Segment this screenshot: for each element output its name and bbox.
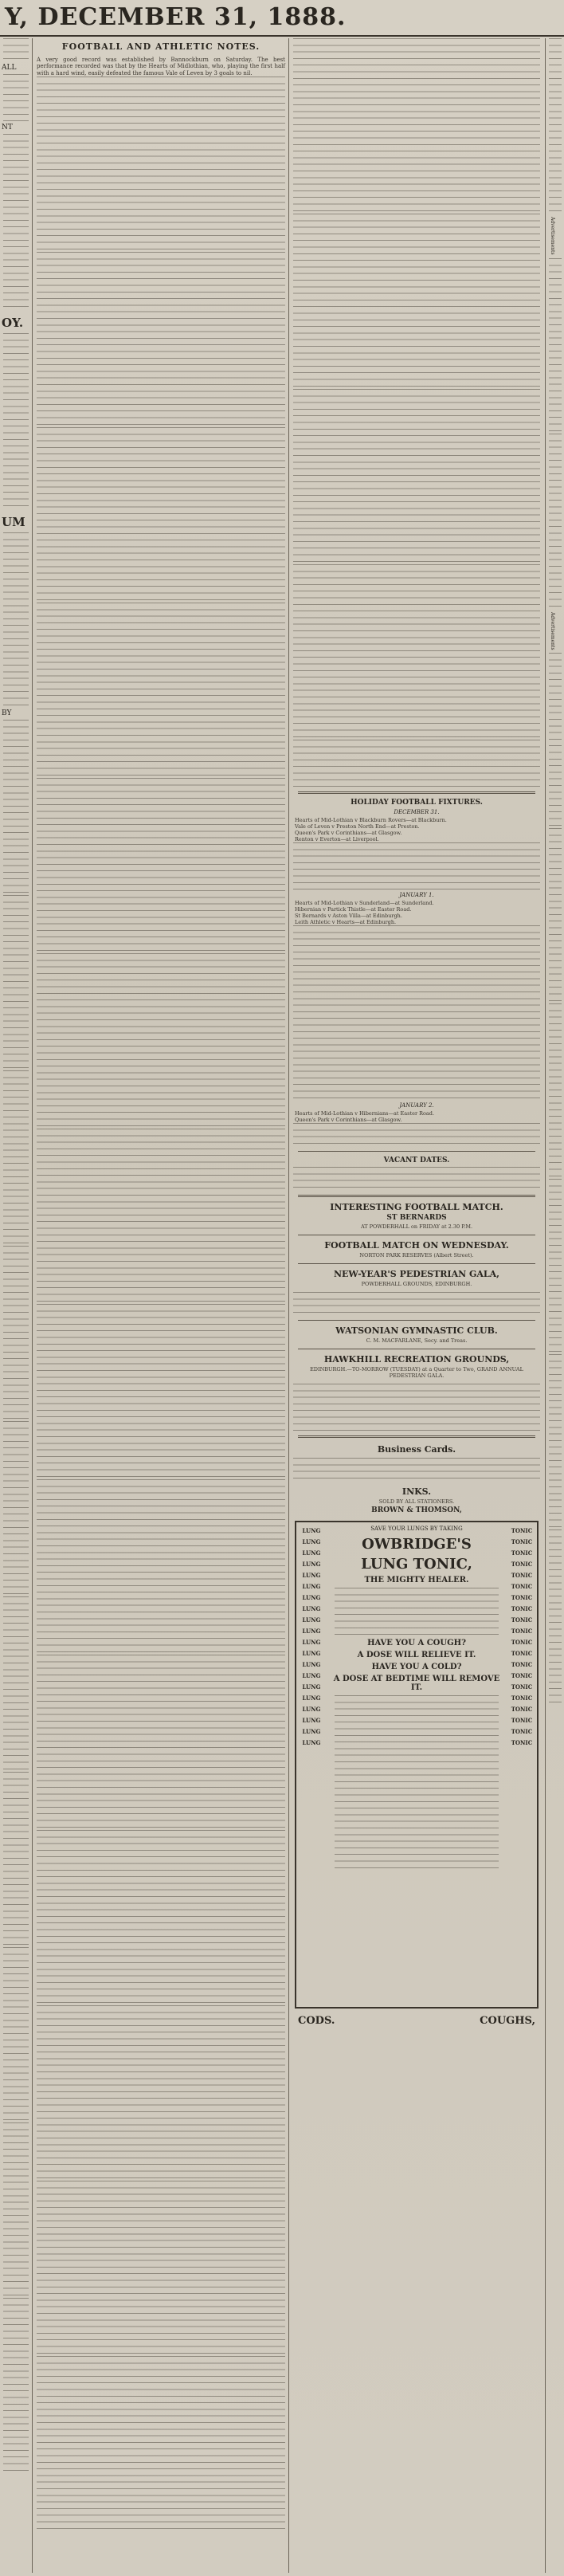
wednesday-advert-heading: FOOTBALL MATCH ON WEDNESDAY. xyxy=(324,1240,509,1251)
tonic-line-5: HAVE YOU A COUGH? xyxy=(367,1639,466,1647)
fixture-item: Hearts of Mid-Lothian v Hibernians—at Easter Road. xyxy=(295,1110,435,1117)
fixture-item: St Bernards v Aston Villa—at Edinburgh. xyxy=(295,913,402,919)
gymnastic-advert-heading: WATSONIAN GYMNASTIC CLUB. xyxy=(335,1325,498,1336)
tonic-line-4: THE MIGHTY HEALER. xyxy=(364,1576,469,1584)
vacant-dates-title: VACANT DATES. xyxy=(383,1156,450,1164)
left-heading: OY. xyxy=(2,316,24,330)
wednesday-advert-text: NORTON PARK RESERVES (Albert Street). xyxy=(359,1252,474,1259)
left-fragment: NT xyxy=(2,124,13,132)
tonic-line-1: SAVE YOUR LUNGS BY TAKING xyxy=(370,1526,463,1532)
fixture-item: Hibernian v Partick Thistle—at Easter Road. xyxy=(295,906,412,913)
left-heading: UM xyxy=(2,515,25,529)
match-advert-club: ST BERNARDS xyxy=(386,1214,447,1222)
fixture-item: Leith Athletic v Hearts—at Edinburgh. xyxy=(295,919,397,925)
fixtures-date: JANUARY 2. xyxy=(399,1102,434,1109)
business-cards-heading: Business Cards. xyxy=(377,1444,456,1455)
match-advert xyxy=(296,1202,537,1230)
ink-advert-maker: BROWN & THOMSON, xyxy=(371,1506,462,1514)
hawkhill-advert xyxy=(296,1354,537,1379)
gymnastic-advert-text: C. M. MACFARLANE, Secy. and Treas. xyxy=(366,1337,468,1344)
right-column xyxy=(545,38,564,2573)
fixture-item: Vale of Leven v Preston North End—at Preston. xyxy=(295,823,420,830)
match-advert-text: AT POWDERHALL on FRIDAY at 2.30 P.M. xyxy=(360,1223,473,1230)
hawkhill-advert-heading: HAWKHILL RECREATION GROUNDS, xyxy=(323,1354,510,1365)
match-advert-heading: INTERESTING FOOTBALL MATCH. xyxy=(330,1202,503,1212)
tonic-line-2: OWBRIDGE'S xyxy=(362,1536,472,1553)
right-fragment: Advertisements xyxy=(550,217,555,255)
hawkhill-advert-text: EDINBURGH.—TO-MORROW (TUESDAY) at a Quarter to Two, GRAND ANNUAL PEDESTRIAN GALA. xyxy=(310,1366,523,1379)
fixture-item: Renton v Everton—at Liverpool. xyxy=(295,836,379,842)
football-opening-paragraph: A very good record was established by Bannockburn on Saturday. The best performance recorded was that by the Hearts of Midlothian, who, playing the first half with a hard wind, easily defeated the famous Vale of Leven by 3 goals to nil. xyxy=(37,57,285,77)
ink-advert-line: SOLD BY ALL STATIONERS. xyxy=(378,1498,455,1505)
footer-left-advert: CODS. xyxy=(298,2015,335,2027)
lung-tonic-advert xyxy=(295,1521,539,2009)
masthead-date: Y, DECEMBER 31, 1888. xyxy=(5,3,347,31)
left-fragment: ALL xyxy=(2,64,17,72)
fixtures-date: JANUARY 1. xyxy=(399,892,434,898)
footer-right-advert: COUGHS, xyxy=(480,2015,535,2027)
middle-column xyxy=(290,38,543,2573)
fixture-item: Queen's Park v Corinthians—at Glasgow. xyxy=(295,830,402,836)
left-fragment: BY xyxy=(2,709,12,717)
pedestrian-advert-heading: NEW-YEAR'S PEDESTRIAN GALA, xyxy=(333,1269,500,1279)
tonic-line-6: A DOSE WILL RELIEVE IT. xyxy=(357,1651,476,1659)
fixtures-title: HOLIDAY FOOTBALL FIXTURES. xyxy=(351,799,483,807)
football-column xyxy=(33,38,289,2573)
tonic-line-7: HAVE YOU A COLD? xyxy=(371,1663,462,1671)
ink-advert xyxy=(296,1486,537,1514)
tonic-side-left: LUNG LUNG LUNG LUNG LUNG LUNG LUNG LUNG LUNG LUNG LUNG LUNG LUNG LUNG LUNG LUNG LUNG LUNG LUNG LUNG xyxy=(302,1527,321,1746)
pedestrian-advert xyxy=(296,1269,537,1287)
right-fragment: Advertisements xyxy=(550,611,555,650)
gymnastic-advert xyxy=(296,1325,537,1344)
football-section-title: FOOTBALL AND ATHLETIC NOTES. xyxy=(61,41,260,52)
fixture-item: Hearts of Mid-Lothian v Sunderland—at Sunderland. xyxy=(295,900,434,906)
fixture-item: Queen's Park v Corinthians—at Glasgow. xyxy=(295,1117,402,1123)
tonic-side-right: TONIC TONIC TONIC TONIC TONIC TONIC TONIC TONIC TONIC TONIC TONIC TONIC TONIC TONIC TONIC TONIC TONIC TONIC TONIC TONIC xyxy=(511,1527,533,1746)
tonic-line-3: LUNG TONIC, xyxy=(361,1556,472,1573)
fixtures-date: DECEMBER 31. xyxy=(394,809,440,815)
masthead xyxy=(0,0,564,37)
pedestrian-advert-text: POWDERHALL GROUNDS, EDINBURGH. xyxy=(361,1281,472,1287)
wednesday-advert xyxy=(296,1240,537,1259)
left-column xyxy=(0,38,33,2573)
tonic-line-8: A DOSE AT BEDTIME WILL REMOVE IT. xyxy=(333,1675,500,1692)
ink-advert-heading: INKS. xyxy=(401,1486,432,1497)
fixture-item: Hearts of Mid-Lothian v Blackburn Rovers—at Blackburn. xyxy=(295,817,447,823)
